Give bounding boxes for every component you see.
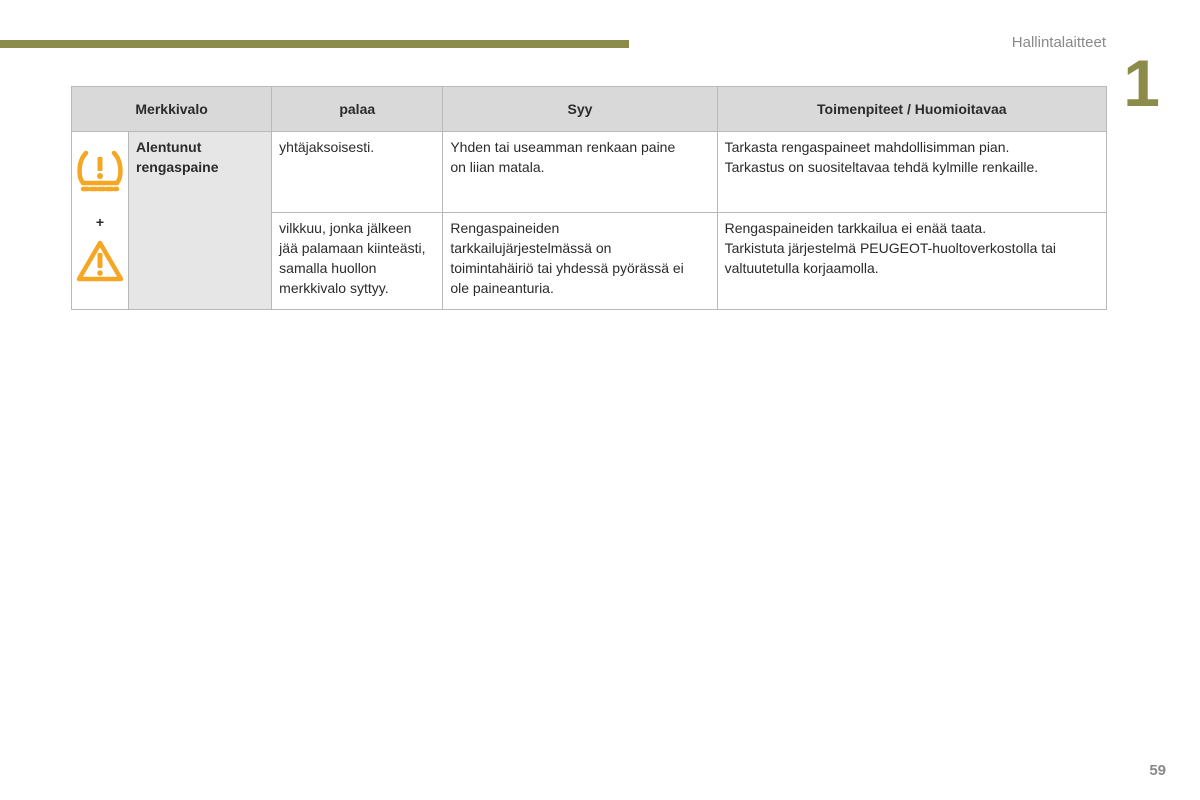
header-accent-bar [0,40,629,48]
warning-triangle-icon [75,239,125,288]
cause-text: toimintahäiriö tai yhdessä pyörässä ei [450,260,684,276]
state-text: yhtäjaksoisesti. [279,139,375,155]
column-header-cause: Syy [443,87,717,132]
plus-sign: + [95,214,105,230]
state-cell [272,132,443,213]
indicator-name-cell [129,132,272,310]
cause-text: Rengaspaineiden [450,220,560,236]
cause-text: ole paineanturia. [450,280,554,296]
tyre-pressure-icon [75,148,125,201]
state-text: jää palamaan kiinteästi, [279,240,426,256]
action-text: Tarkistuta järjestelmä PEUGEOT-huoltoverkostolla tai [724,240,1057,256]
state-cell [272,213,443,310]
column-header-indicator: Merkkivalo [72,87,272,132]
action-cell [717,132,1106,213]
section-title: Hallintalaitteet [1011,34,1106,51]
indicator-name-line: rengaspaine [136,159,219,175]
cause-cell [443,213,717,310]
action-text: valtuutetulla korjaamolla. [724,260,879,276]
action-text: Tarkasta rengaspaineet mahdollisimman pian. [724,139,1010,155]
state-text: merkkivalo syttyy. [279,280,389,296]
indicator-icons-cell [72,132,129,310]
table-row [72,132,1107,213]
action-cell [717,213,1106,310]
warning-light-table [71,86,1107,310]
state-text: vilkkuu, jonka jälkeen [279,220,412,236]
action-text: Tarkastus on suositeltavaa tehdä kylmille renkaille. [724,159,1039,175]
column-header-state: palaa [272,87,443,132]
table-header-row [72,87,1107,132]
chapter-number: 1 [1123,46,1160,120]
cause-text: Yhden tai useamman renkaan paine [450,139,676,155]
page-number: 59 [1149,762,1166,779]
cause-text: on liian matala. [450,159,545,175]
action-text: Rengaspaineiden tarkkailua ei enää taata. [724,220,987,236]
indicator-name-line: Alentunut [136,139,202,155]
state-text: samalla huollon [279,260,377,276]
column-header-action: Toimenpiteet / Huomioitavaa [717,87,1106,132]
cause-cell [443,132,717,213]
cause-text: tarkkailujärjestelmässä on [450,240,612,256]
